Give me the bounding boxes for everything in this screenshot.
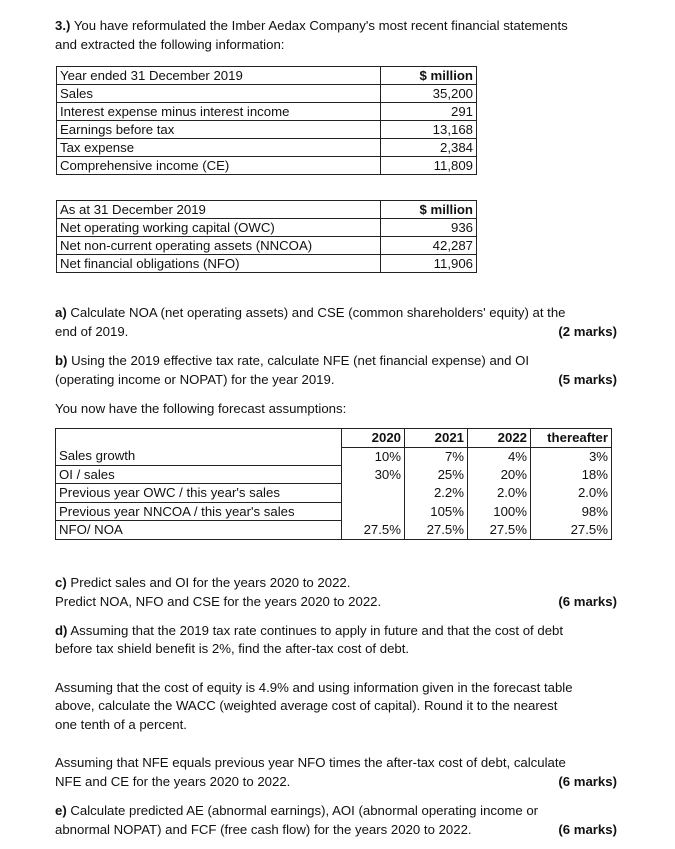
table-header-label: Year ended 31 December 2019 <box>57 67 381 85</box>
forecast-cell: 98% <box>531 502 612 521</box>
forecast-cell: 2.0% <box>531 484 612 503</box>
question-c-line-2: Predict NOA, NFO and CSE for the years 2020 to 2022. <box>55 594 382 609</box>
forecast-col-header: thereafter <box>531 429 612 448</box>
forecast-cell: 10% <box>342 447 405 465</box>
question-d-text-1: Assuming that the 2019 tax rate continues to apply in future and that the cost of debt <box>67 623 564 638</box>
table-row <box>57 103 477 121</box>
question-e-prefix: e) <box>55 803 67 818</box>
nfe-line-1: Assuming that NFE equals previous year NFO times the after-tax cost of debt, calculate <box>55 755 566 770</box>
question-d-line-2: before tax shield benefit is 2%, find the after-tax cost of debt. <box>55 641 410 656</box>
row-value: 13,168 <box>381 121 477 139</box>
wacc-line-2: above, calculate the WACC (weighted average cost of capital). Round it to the nearest <box>55 698 558 713</box>
question-c-marks: (6 marks) <box>558 594 617 609</box>
forecast-cell: 25% <box>405 465 468 484</box>
table-row <box>57 237 477 255</box>
nfe-marks: (6 marks) <box>558 774 617 789</box>
intro-line-2: and extracted the following information: <box>55 37 285 52</box>
intro-text-1: You have reformulated the Imber Aedax Company's most recent financial statements <box>70 18 568 33</box>
row-label: Tax expense <box>57 139 381 157</box>
forecast-row-label: OI / sales <box>56 465 342 484</box>
row-value: 35,200 <box>381 85 477 103</box>
question-e-line-2: abnormal NOPAT) and FCF (free cash flow) for the years 2020 to 2022. <box>55 822 472 837</box>
table-row <box>57 139 477 157</box>
forecast-cell: 20% <box>468 465 531 484</box>
forecast-row-label: Previous year OWC / this year's sales <box>56 484 342 503</box>
table-row <box>57 219 477 237</box>
question-a-text-1: Calculate NOA (net operating assets) and CSE (common shareholders' equity) at the <box>66 305 566 320</box>
question-a-line-2: end of 2019. <box>55 324 129 339</box>
table-header-row <box>57 67 477 85</box>
question-b-text-1: Using the 2019 effective tax rate, calculate NFE (net financial expense) and OI <box>67 353 530 368</box>
table-row <box>57 121 477 139</box>
forecast-col-header: 2020 <box>342 429 405 448</box>
forecast-cell: 3% <box>531 447 612 465</box>
table-row <box>57 157 477 175</box>
row-label: Comprehensive income (CE) <box>57 157 381 175</box>
row-label: Interest expense minus interest income <box>57 103 381 121</box>
wacc-line-1: Assuming that the cost of equity is 4.9% and using information given in the forecast table <box>55 680 573 695</box>
row-label: Net non-current operating assets (NNCOA) <box>57 237 381 255</box>
forecast-row-label: Previous year NNCOA / this year's sales <box>56 502 342 521</box>
question-b-line-1 <box>55 352 529 370</box>
row-value: 291 <box>381 103 477 121</box>
forecast-row-label: Sales growth <box>56 447 342 465</box>
forecast-row-label: NFO/ NOA <box>56 521 342 540</box>
forecast-cell: 7% <box>405 447 468 465</box>
question-e-text-1: Calculate predicted AE (abnormal earnings), AOI (abnormal operating income or <box>66 803 539 818</box>
row-value: 2,384 <box>381 139 477 157</box>
question-b-prefix: b) <box>55 353 68 368</box>
forecast-cell: 2.2% <box>405 484 468 503</box>
row-value: 11,906 <box>381 255 477 273</box>
question-d-line-1 <box>55 622 563 640</box>
forecast-cell: 27.5% <box>468 521 531 540</box>
table-header-row <box>57 201 477 219</box>
forecast-cell: 30% <box>342 465 405 484</box>
forecast-cell: 105% <box>405 502 468 521</box>
forecast-header-blank <box>56 429 342 448</box>
table-header-unit: $ million <box>381 201 477 219</box>
nfe-line-2: NFE and CE for the years 2020 to 2022. <box>55 774 291 789</box>
forecast-intro: You now have the following forecast assumptions: <box>55 401 347 416</box>
row-value: 936 <box>381 219 477 237</box>
question-a-line-1 <box>55 304 566 322</box>
table-row <box>56 484 612 503</box>
forecast-cell: 2.0% <box>468 484 531 503</box>
row-label: Net financial obligations (NFO) <box>57 255 381 273</box>
table-row <box>56 521 612 540</box>
question-number: 3.) <box>55 18 71 33</box>
forecast-col-header: 2022 <box>468 429 531 448</box>
question-c-line-1 <box>55 574 350 592</box>
table-row <box>57 255 477 273</box>
question-c-text-1: Predict sales and OI for the years 2020 to 2022. <box>66 575 351 590</box>
forecast-cell: 18% <box>531 465 612 484</box>
table-row <box>56 465 612 484</box>
forecast-table <box>55 428 612 540</box>
forecast-cell <box>342 502 405 521</box>
row-value: 42,287 <box>381 237 477 255</box>
question-e-marks: (6 marks) <box>558 822 617 837</box>
forecast-cell: 27.5% <box>342 521 405 540</box>
forecast-cell: 4% <box>468 447 531 465</box>
question-b-line-2: (operating income or NOPAT) for the year 2019. <box>55 372 335 387</box>
forecast-cell: 100% <box>468 502 531 521</box>
question-a-prefix: a) <box>55 305 67 320</box>
row-label: Net operating working capital (OWC) <box>57 219 381 237</box>
forecast-cell <box>342 484 405 503</box>
table-row <box>56 502 612 521</box>
question-c-prefix: c) <box>55 575 67 590</box>
table-header-unit: $ million <box>381 67 477 85</box>
table-header-label: As at 31 December 2019 <box>57 201 381 219</box>
forecast-cell: 27.5% <box>531 521 612 540</box>
balance-table <box>56 200 477 273</box>
question-a-marks: (2 marks) <box>558 324 617 339</box>
question-d-prefix: d) <box>55 623 68 638</box>
row-value: 11,809 <box>381 157 477 175</box>
table-row <box>56 447 612 465</box>
question-b-marks: (5 marks) <box>558 372 617 387</box>
income-table <box>56 66 477 175</box>
forecast-cell: 27.5% <box>405 521 468 540</box>
question-e-line-1 <box>55 802 538 820</box>
intro-line-1 <box>55 17 568 35</box>
forecast-col-header: 2021 <box>405 429 468 448</box>
forecast-header-row <box>56 429 612 448</box>
row-label: Sales <box>57 85 381 103</box>
table-row <box>57 85 477 103</box>
wacc-line-3: one tenth of a percent. <box>55 717 187 732</box>
row-label: Earnings before tax <box>57 121 381 139</box>
